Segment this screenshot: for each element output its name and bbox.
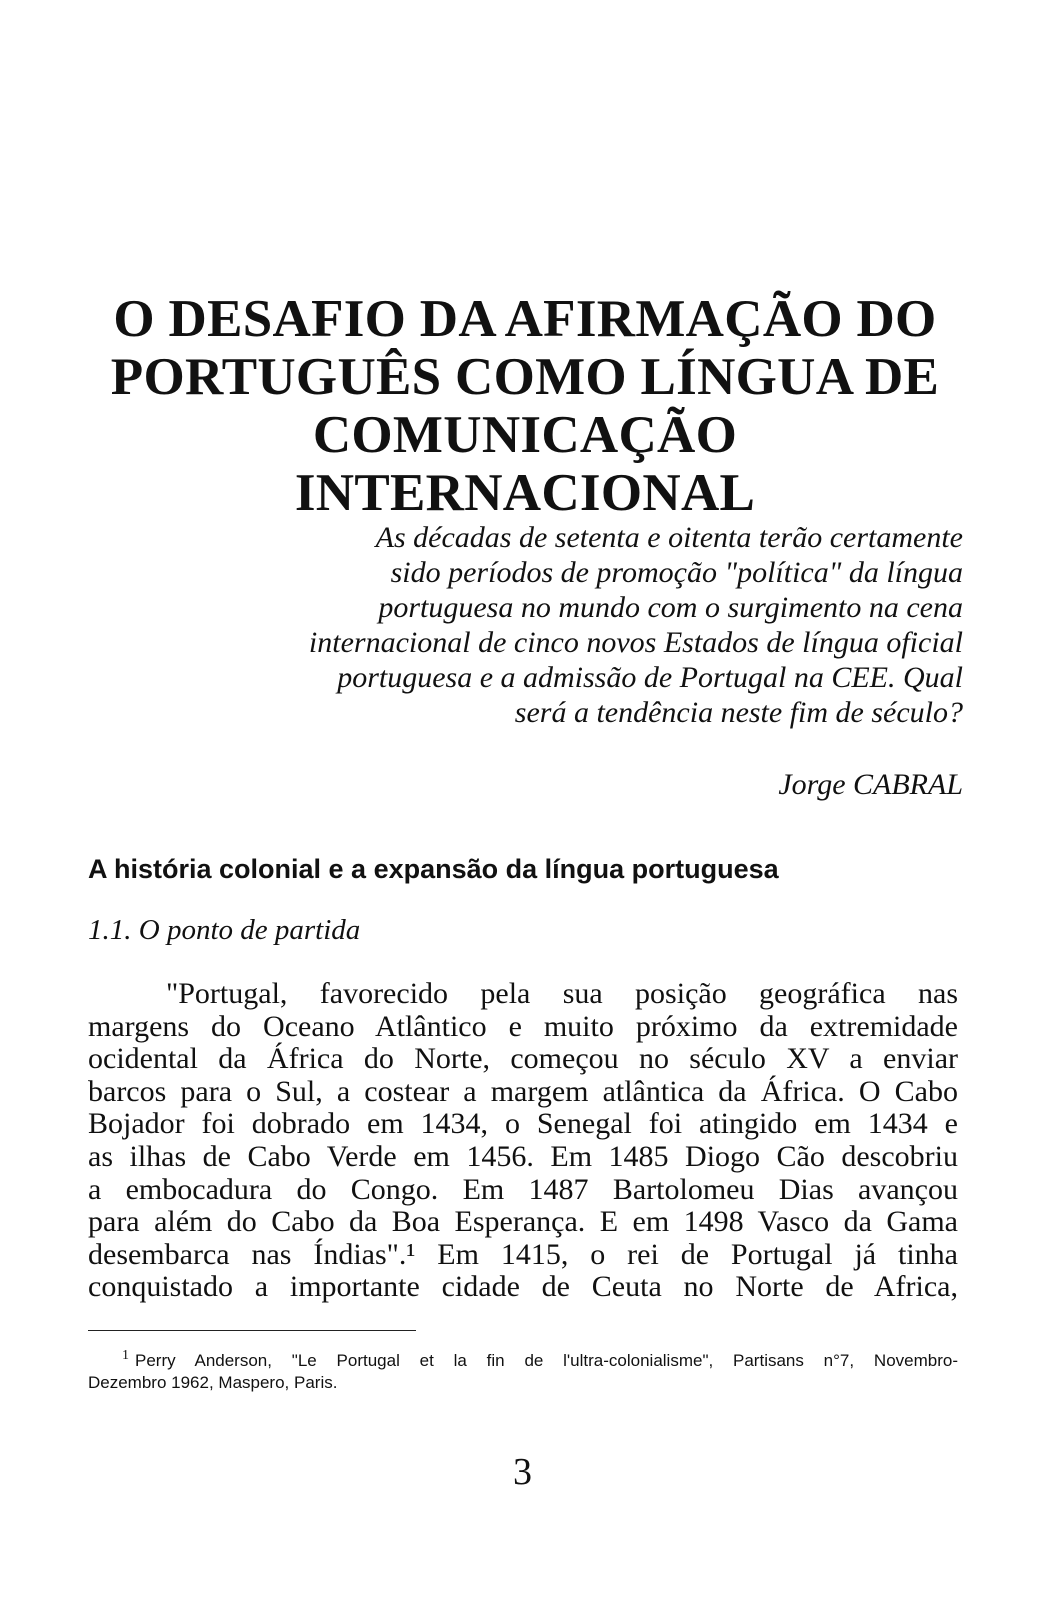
title-line-2: PORTUGUÊS COMO LÍNGUA DE	[110, 348, 940, 406]
abstract-line-4: internacional de cinco novos Estados de língua oficial	[308, 626, 963, 659]
author-name: Jorge CABRAL	[778, 768, 963, 801]
body-line-6: as ilhas de Cabo Verde em 1456. Em 1485 Diogo Cão descobriu	[88, 1139, 958, 1173]
page-number: 3	[513, 1451, 532, 1493]
abstract-line-6: será a tendência neste fim de século?	[514, 696, 963, 729]
article-title	[95, 290, 955, 522]
body-paragraph	[88, 978, 958, 1304]
body-line-7: a embocadura do Congo. Em 1487 Bartolomeu Dias avançou	[88, 1172, 958, 1206]
footnote	[88, 1345, 958, 1394]
footnote-line-1	[88, 1345, 958, 1372]
body-line-2: margens do Oceano Atlântico e muito próximo da extremidade	[88, 1009, 958, 1043]
subsection-heading: 1.1. O ponto de partida	[88, 914, 361, 946]
body-line-1: "Portugal, favorecido pela sua posição geográfica nas	[166, 977, 958, 1010]
footnote-text-1: Perry Anderson, "Le Portugal et la fin de l'ultra-colonialisme", Partisans n°7, Novembro-	[135, 1351, 958, 1370]
abstract-line-2: sido períodos de promoção "política" da língua	[390, 556, 963, 589]
abstract	[203, 520, 963, 730]
body-line-4: barcos para o Sul, a costear a margem atlântica da África. O Cabo	[88, 1074, 958, 1108]
body-line-8: para além do Cabo da Boa Esperança. E em 1498 Vasco da Gama	[88, 1205, 958, 1239]
title-line-3: COMUNICAÇÃO INTERNACIONAL	[294, 406, 756, 522]
abstract-line-5: portuguesa e a admissão de Portugal na CEE. Qual	[337, 661, 963, 694]
abstract-line-3: portuguesa no mundo com o surgimento na cena	[378, 591, 963, 624]
footnote-line-2: Dezembro 1962, Maspero, Paris.	[88, 1373, 338, 1392]
body-line-9: desembarca nas Índias".¹ Em 1415, o rei de Portugal já tinha	[88, 1237, 958, 1271]
body-line-10: conquistado a importante cidade de Ceuta no Norte de Africa,	[88, 1270, 958, 1304]
body-line-5: Bojador foi dobrado em 1434, o Senegal foi atingido em 1434 e	[88, 1107, 958, 1141]
section-heading: A história colonial e a expansão da língua portuguesa	[88, 854, 779, 884]
footnote-divider	[88, 1330, 416, 1331]
body-line-3: ocidental da África do Norte, começou no século XV a enviar	[88, 1042, 958, 1076]
footnote-marker: 1	[122, 1348, 129, 1363]
title-line-1: O DESAFIO DA AFIRMAÇÃO DO	[113, 290, 937, 348]
abstract-line-1: As décadas de setenta e oitenta terão certamente	[375, 521, 963, 554]
